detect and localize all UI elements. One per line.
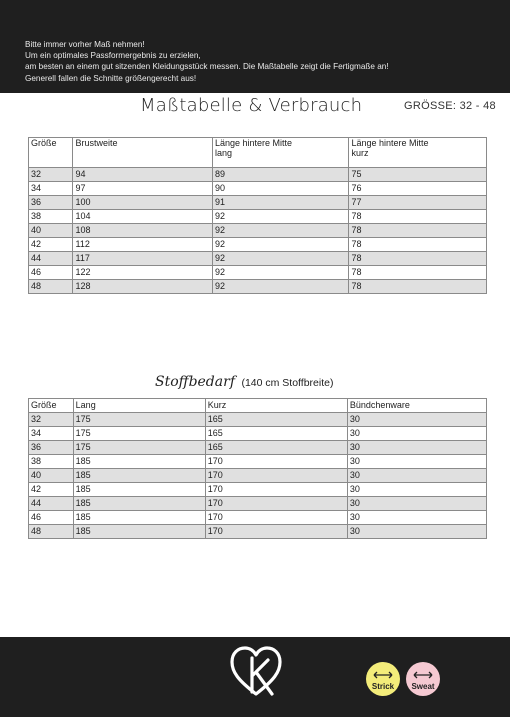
table-row — [29, 497, 487, 511]
table-cell: 48 — [29, 525, 74, 539]
table-cell: 77 — [349, 196, 487, 210]
table-cell: 46 — [29, 511, 74, 525]
table-cell: 112 — [73, 238, 213, 252]
table-row — [29, 224, 487, 238]
stretch-arrow-icon — [373, 671, 393, 679]
table-cell: 92 — [213, 252, 349, 266]
table-row — [29, 182, 487, 196]
stretch-arrow-icon — [413, 671, 433, 679]
table-cell: 30 — [347, 427, 486, 441]
fabric-heading-subtitle: (140 cm Stoffbreite) — [241, 377, 334, 389]
table-cell: 108 — [73, 224, 213, 238]
table-cell: 91 — [213, 196, 349, 210]
table-row — [29, 455, 487, 469]
table-cell: 30 — [347, 483, 486, 497]
fabric-heading-script: Stoffbedarf — [155, 374, 235, 390]
badge-label: Strick — [371, 682, 395, 691]
intro-line: Um ein optimales Passformergebnis zu erzielen, — [25, 51, 201, 61]
table-cell: 30 — [347, 497, 486, 511]
table-cell: 92 — [213, 210, 349, 224]
table-cell: 46 — [29, 266, 73, 280]
title-band — [0, 93, 510, 122]
table-row — [29, 252, 487, 266]
table-cell: 185 — [73, 455, 205, 469]
table-cell: 78 — [349, 252, 487, 266]
table-row — [29, 525, 487, 539]
header-cell: Länge hintere Mitte kurz — [349, 138, 487, 168]
table-cell: 75 — [349, 168, 487, 182]
table-cell: 92 — [213, 280, 349, 294]
header-cell: Kurz — [205, 399, 347, 413]
table-cell: 170 — [205, 525, 347, 539]
table-cell: 170 — [205, 469, 347, 483]
table-row — [29, 469, 487, 483]
page-title: Maßtabelle & Verbrauch — [140, 95, 363, 116]
header-cell: Brustweite — [73, 138, 213, 168]
table-cell: 78 — [349, 238, 487, 252]
table-row — [29, 266, 487, 280]
table-cell: 30 — [347, 441, 486, 455]
table-row — [29, 196, 487, 210]
table-cell: 78 — [349, 210, 487, 224]
table-cell: 32 — [29, 168, 73, 182]
table-cell: 78 — [349, 224, 487, 238]
table-cell: 185 — [73, 525, 205, 539]
table-row — [29, 483, 487, 497]
table-cell: 30 — [347, 511, 486, 525]
table-cell: 34 — [29, 427, 74, 441]
table-cell: 170 — [205, 497, 347, 511]
table-cell: 100 — [73, 196, 213, 210]
table-row — [29, 168, 487, 182]
table-cell: 94 — [73, 168, 213, 182]
heart-k-logo-icon — [228, 644, 284, 698]
table-cell: 42 — [29, 238, 73, 252]
header-cell: Länge hintere Mitte lang — [213, 138, 349, 168]
badge-label: Sweat — [411, 682, 435, 691]
table-cell: 90 — [213, 182, 349, 196]
table-cell: 32 — [29, 413, 74, 427]
table-row — [29, 413, 487, 427]
fabric-table — [28, 398, 487, 539]
table-cell: 92 — [213, 266, 349, 280]
strick-badge — [366, 662, 400, 696]
table-header-row — [29, 138, 487, 168]
table-cell: 104 — [73, 210, 213, 224]
table-cell: 185 — [73, 469, 205, 483]
table-header-row — [29, 399, 487, 413]
size-range: GRÖSSE: 32 - 48 — [404, 100, 496, 112]
table-row — [29, 441, 487, 455]
table-cell: 117 — [73, 252, 213, 266]
table-cell: 38 — [29, 210, 73, 224]
header-cell: Lang — [73, 399, 205, 413]
table-cell: 44 — [29, 497, 74, 511]
header-cell: Größe — [29, 138, 73, 168]
table-cell: 30 — [347, 413, 486, 427]
table-cell: 165 — [205, 413, 347, 427]
table-cell: 128 — [73, 280, 213, 294]
table-cell: 89 — [213, 168, 349, 182]
table-cell: 30 — [347, 469, 486, 483]
sweat-badge — [406, 662, 440, 696]
table-cell: 76 — [349, 182, 487, 196]
table-cell: 122 — [73, 266, 213, 280]
table-cell: 38 — [29, 455, 74, 469]
table-cell: 78 — [349, 266, 487, 280]
table-cell: 34 — [29, 182, 73, 196]
table-row — [29, 238, 487, 252]
intro-line: am besten an einem gut sitzenden Kleidungsstück messen. Die Maßtabelle zeigt die Fertigmaße an! — [25, 62, 389, 72]
measure-table — [28, 137, 487, 294]
table-cell: 175 — [73, 441, 205, 455]
table-cell: 30 — [347, 455, 486, 469]
intro-line: Bitte immer vorher Maß nehmen! — [25, 40, 145, 49]
table-cell: 36 — [29, 441, 74, 455]
table-cell: 40 — [29, 224, 73, 238]
header-cell: Größe — [29, 399, 74, 413]
fabric-heading — [155, 373, 333, 391]
table-cell: 175 — [73, 427, 205, 441]
table-cell: 44 — [29, 252, 73, 266]
table-cell: 185 — [73, 497, 205, 511]
table-cell: 42 — [29, 483, 74, 497]
table-cell: 36 — [29, 196, 73, 210]
table-cell: 170 — [205, 511, 347, 525]
table-row — [29, 427, 487, 441]
intro-line: Generell fallen die Schnitte größengerecht aus! — [25, 73, 197, 83]
table-cell: 92 — [213, 224, 349, 238]
table-cell: 170 — [205, 483, 347, 497]
header-cell: Bündchenware — [347, 399, 486, 413]
table-cell: 175 — [73, 413, 205, 427]
table-cell: 165 — [205, 441, 347, 455]
table-cell: 30 — [347, 525, 486, 539]
table-cell: 97 — [73, 182, 213, 196]
table-cell: 92 — [213, 238, 349, 252]
table-cell: 185 — [73, 511, 205, 525]
page-header — [0, 0, 510, 122]
table-cell: 78 — [349, 280, 487, 294]
table-row — [29, 210, 487, 224]
page-footer — [0, 637, 510, 717]
table-cell: 48 — [29, 280, 73, 294]
intro-text — [25, 39, 495, 84]
table-cell: 40 — [29, 469, 74, 483]
table-cell: 170 — [205, 455, 347, 469]
table-cell: 165 — [205, 427, 347, 441]
table-row — [29, 511, 487, 525]
table-row — [29, 280, 487, 294]
table-cell: 185 — [73, 483, 205, 497]
